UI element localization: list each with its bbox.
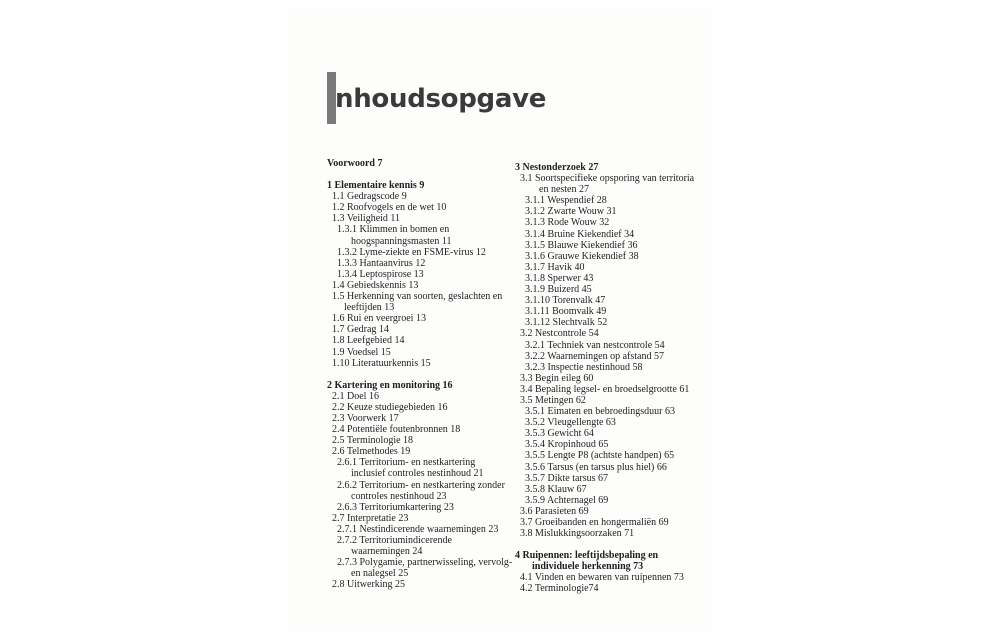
toc-entry: en nalegsel 25 bbox=[351, 568, 409, 580]
toc-entry: 4.2 Terminologie74 bbox=[520, 583, 599, 595]
toc-entry: 1.3 Veiligheid 11 bbox=[332, 213, 401, 225]
toc-entry: inclusief controles nestinhoud 21 bbox=[351, 468, 484, 480]
toc-entry: 1.1 Gedragscode 9 bbox=[332, 191, 407, 203]
toc-entry: 3.5.8 Klauw 67 bbox=[525, 483, 587, 495]
toc-entry: 2.7.3 Polygamie, partnerwisseling, vervolg- bbox=[337, 557, 513, 569]
section-gap bbox=[515, 539, 705, 550]
toc-chapter-heading: Voorwoord 7 bbox=[327, 158, 383, 169]
toc-entry: 3.1.9 Buizerd 45 bbox=[525, 284, 592, 296]
toc-entry: 1.9 Voedsel 15 bbox=[332, 346, 391, 358]
toc-left-column bbox=[327, 158, 517, 590]
toc-entry: 2.5 Terminologie 18 bbox=[332, 435, 414, 447]
toc-entry: 3.6 Parasieten 69 bbox=[520, 505, 589, 517]
toc-entry: 3.1.5 Blauwe Kiekendief 36 bbox=[525, 239, 638, 251]
toc-right-column bbox=[515, 162, 705, 595]
toc-entry: 1.5 Herkenning van soorten, geslachten en bbox=[332, 291, 503, 303]
toc-entry: 2.2 Keuze studiegebieden 16 bbox=[332, 401, 448, 413]
toc-entry: 3.5.1 Eimaten en bebroedingsduur 63 bbox=[525, 406, 675, 418]
toc-entry: 3.1.11 Boomvalk 49 bbox=[525, 306, 607, 318]
toc-entry: 2.7.2 Territoriumindicerende bbox=[337, 535, 452, 546]
toc-entry: 3.1.1 Wespendief 28 bbox=[525, 195, 607, 207]
toc-entry: 3.1.2 Zwarte Wouw 31 bbox=[525, 206, 617, 218]
toc-entry: 2.7.1 Nestindicerende waarnemingen 23 bbox=[337, 523, 499, 535]
section-gap bbox=[327, 169, 517, 180]
toc-entry: 3.5.3 Gewicht 64 bbox=[525, 428, 594, 440]
toc-entry: 3.1 Soortspecifieke opsporing van territoria bbox=[520, 173, 695, 185]
toc-entry: 3.2.1 Techniek van nestcontrole 54 bbox=[525, 339, 665, 351]
toc-entry: 1.4 Gebiedskennis 13 bbox=[332, 279, 419, 291]
toc-entry: 3.1.10 Torenvalk 47 bbox=[525, 295, 606, 307]
toc-entry: 3.5.7 Dikte tarsus 67 bbox=[525, 472, 609, 484]
toc-entry: 1.2 Roofvogels en de wet 10 bbox=[332, 202, 447, 214]
toc-entry: 1.3.4 Leptospirose 13 bbox=[337, 268, 424, 280]
toc-entry: 3.1.6 Grauwe Kiekendief 38 bbox=[525, 250, 639, 262]
toc-chapter-heading: individuele herkenning 73 bbox=[532, 561, 644, 573]
toc-entry: 3.4 Bepaling legsel- en broedselgrootte 61 bbox=[520, 383, 690, 395]
toc-entry: 3.1.4 Bruine Kiekendief 34 bbox=[525, 228, 635, 240]
toc-entry: 3.2.3 Inspectie nestinhoud 58 bbox=[525, 361, 643, 373]
toc-entry: 2.6.1 Territorium- en nestkartering bbox=[337, 457, 476, 469]
toc-entry: 3.1.7 Havik 40 bbox=[525, 261, 585, 273]
toc-entry: leeftijden 13 bbox=[344, 302, 395, 314]
toc-entry: controles nestinhoud 23 bbox=[351, 490, 447, 502]
toc-entry: 2.7 Interpretatie 23 bbox=[332, 512, 409, 524]
toc-entry: 2.1 Doel 16 bbox=[332, 390, 379, 402]
toc-entry: 1.3.2 Lyme-ziekte en FSME-virus 12 bbox=[337, 246, 486, 258]
toc-chapter-heading: 1 Elementaire kennis 9 bbox=[327, 180, 425, 192]
toc-entry: 2.6.3 Territoriumkartering 23 bbox=[337, 501, 454, 513]
toc-entry: 2.8 Uitwerking 25 bbox=[332, 579, 406, 591]
toc-entry: 1.3.3 Hantaanvirus 12 bbox=[337, 257, 426, 269]
section-gap bbox=[327, 369, 517, 380]
toc-entry: 3.3 Begin eileg 60 bbox=[520, 372, 594, 384]
page-title: nhoudsopgave bbox=[335, 84, 547, 114]
toc-entry: 1.6 Rui en veergroei 13 bbox=[332, 313, 426, 325]
toc-entry: 3.5.5 Lengte P8 (achtste handpen) 65 bbox=[525, 450, 675, 462]
toc-chapter-heading: 3 Nestonderzoek 27 bbox=[515, 162, 599, 173]
toc-entry: 3.5.9 Achternagel 69 bbox=[525, 494, 609, 506]
toc-entry: 3.5.6 Tarsus (en tarsus plus hiel) 66 bbox=[525, 461, 667, 473]
toc-entry: 3.7 Groeibanden en hongermaliën 69 bbox=[520, 517, 669, 528]
toc-entry: 2.6 Telmethodes 19 bbox=[332, 446, 411, 458]
toc-entry: 3.1.3 Rode Wouw 32 bbox=[525, 217, 610, 229]
toc-chapter-heading: 2 Kartering en monitoring 16 bbox=[327, 379, 453, 391]
toc-entry: hoogspanningsmasten 11 bbox=[351, 235, 452, 247]
toc-entry: 3.1.8 Sperwer 43 bbox=[525, 272, 594, 284]
toc-entry: 1.10 Literatuurkennis 15 bbox=[332, 357, 431, 369]
toc-entry: 3.1.12 Slechtvalk 52 bbox=[525, 317, 608, 329]
toc-entry: 3.5.2 Vleugellengte 63 bbox=[525, 417, 616, 429]
toc-entry: 3.5.4 Kropinhoud 65 bbox=[525, 439, 609, 451]
toc-entry: 2.6.2 Territorium- en nestkartering zonder bbox=[337, 479, 505, 491]
toc-entry: 1.8 Leefgebied 14 bbox=[332, 335, 405, 347]
toc-entry: 2.4 Potentiële foutenbronnen 18 bbox=[332, 424, 461, 436]
toc-entry: 2.3 Voorwerk 17 bbox=[332, 412, 399, 424]
toc-entry: waarnemingen 24 bbox=[351, 546, 423, 558]
toc-entry: 1.3.1 Klimmen in bomen en bbox=[337, 224, 450, 236]
toc-entry: en nesten 27 bbox=[539, 184, 589, 196]
toc-entry: 3.5 Metingen 62 bbox=[520, 394, 586, 406]
toc-entry: 3.2 Nestcontrole 54 bbox=[520, 328, 599, 340]
toc-chapter-heading: 4 Ruipennen: leeftijdsbepaling en bbox=[515, 550, 659, 562]
toc-entry: 3.2.2 Waarnemingen op afstand 57 bbox=[525, 350, 664, 362]
toc-entry: 4.1 Vinden en bewaren van ruipennen 73 bbox=[520, 572, 684, 584]
toc-entry: 3.8 Mislukkingsoorzaken 71 bbox=[520, 528, 635, 540]
toc-entry: 1.7 Gedrag 14 bbox=[332, 324, 389, 336]
